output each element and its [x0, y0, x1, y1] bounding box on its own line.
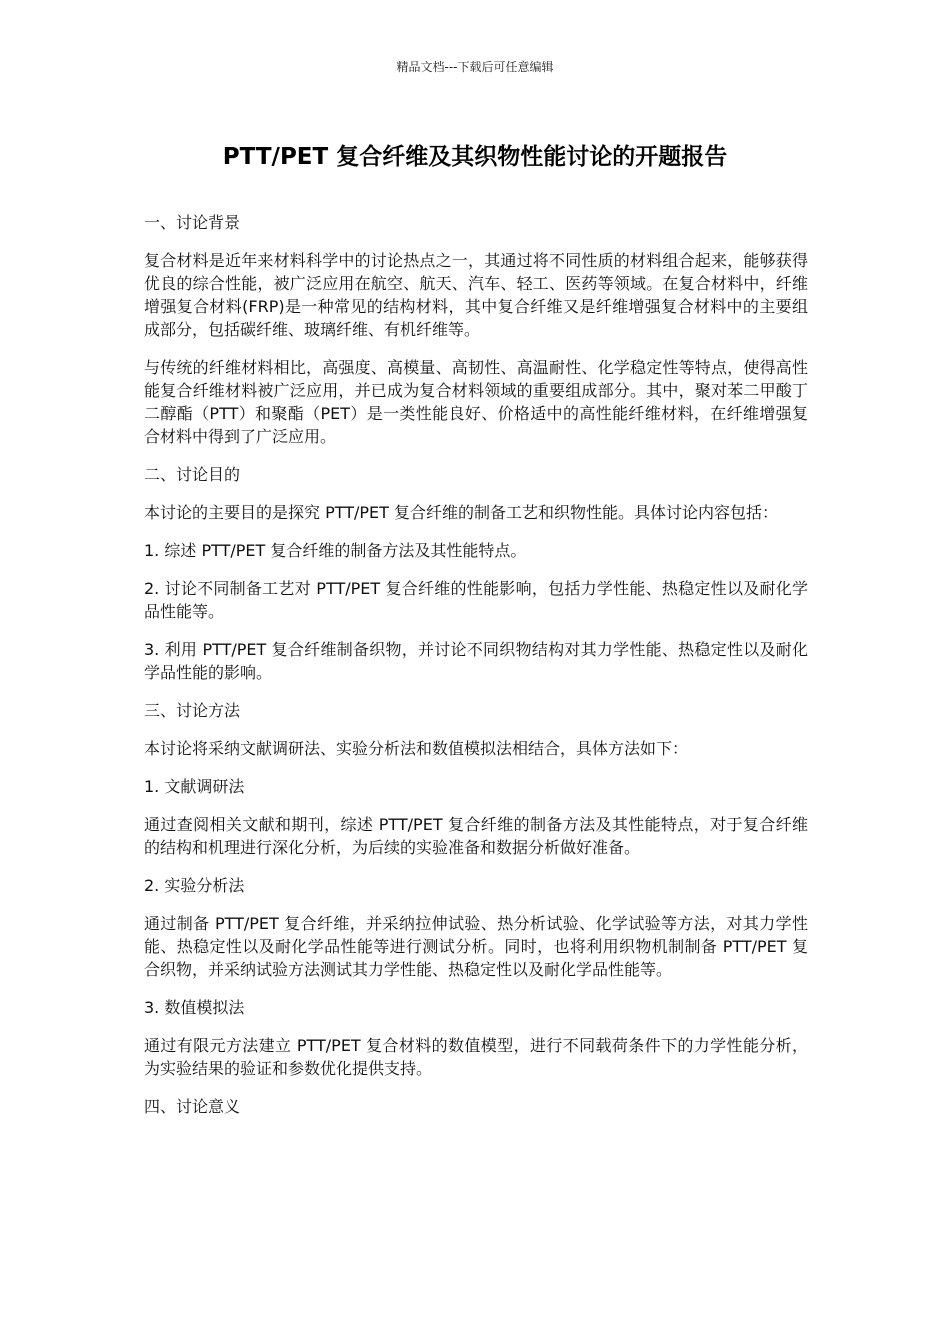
- list-item: 1. 综述 PTT/PET 复合纤维的制备方法及其性能特点。: [144, 541, 527, 560]
- document-title: PTT/PET 复合纤维及其织物性能讨论的开题报告: [222, 144, 728, 170]
- paragraph: 通过制备 PTT/PET 复合纤维，并采纳拉伸试验、热分析试验、化学试验等方法，对其力学性能、热稳定性以及耐化学品性能等进行测试分析。同时，也将利用织物机制制备 PTT/PET 复合织物，并采纳试验方法测试其力学性能、热稳定性以及耐化学品性能等。: [144, 914, 808, 979]
- header-note: 精品文档---下载后可任意编辑: [396, 60, 554, 74]
- paragraph: 复合材料是近年来材料科学中的讨论热点之一，其通过将不同性质的材料组合起来，能够获得优良的综合性能，被广泛应用在航空、航天、汽车、轻工、医药等领域。在复合材料中，纤维增强复合材料(FRP)是一种常见的结构材料，其中复合纤维又是纤维增强复合材料中的主要组成部分，包括碳纤维、玻璃纤维、有机纤维等。: [144, 251, 808, 339]
- section-heading-purpose: 二、讨论目的: [144, 465, 241, 484]
- section-heading-background: 一、讨论背景: [144, 213, 241, 232]
- paragraph: 本讨论将采纳文献调研法、实验分析法和数值模拟法相结合，具体方法如下：: [144, 739, 689, 758]
- paragraph: 通过查阅相关文献和期刊，综述 PTT/PET 复合纤维的制备方法及其性能特点，对于复合纤维的结构和机理进行深化分析，为后续的实验准备和数据分析做好准备。: [144, 815, 808, 857]
- paragraph: 本讨论的主要目的是探究 PTT/PET 复合纤维的制备工艺和织物性能。具体讨论内容包括：: [144, 503, 779, 522]
- paragraph: 与传统的纤维材料相比，高强度、高模量、高韧性、高温耐性、化学稳定性等特点，使得高性能复合纤维材料被广泛应用，并已成为复合材料领域的重要组成部分。其中，聚对苯二甲酸丁二醇酯（PTT）和聚酯（PET）是一类性能良好、价格适中的高性能纤维材料，在纤维增强复合材料中得到了广泛应用。: [144, 358, 808, 446]
- section-heading-significance: 四、讨论意义: [144, 1097, 241, 1116]
- subheading: 3. 数值模拟法: [144, 998, 245, 1017]
- subheading: 2. 实验分析法: [144, 876, 245, 895]
- list-item: 2. 讨论不同制备工艺对 PTT/PET 复合纤维的性能影响，包括力学性能、热稳定性以及耐化学品性能等。: [144, 579, 808, 621]
- section-heading-methods: 三、讨论方法: [144, 701, 241, 720]
- subheading: 1. 文献调研法: [144, 777, 245, 796]
- paragraph: 通过有限元方法建立 PTT/PET 复合材料的数值模型，进行不同载荷条件下的力学性能分析，为实验结果的验证和参数优化提供支持。: [144, 1036, 808, 1078]
- list-item: 3. 利用 PTT/PET 复合纤维制备织物，并讨论不同织物结构对其力学性能、热稳定性以及耐化学品性能的影响。: [144, 640, 808, 682]
- document-body: [144, 211, 808, 1133]
